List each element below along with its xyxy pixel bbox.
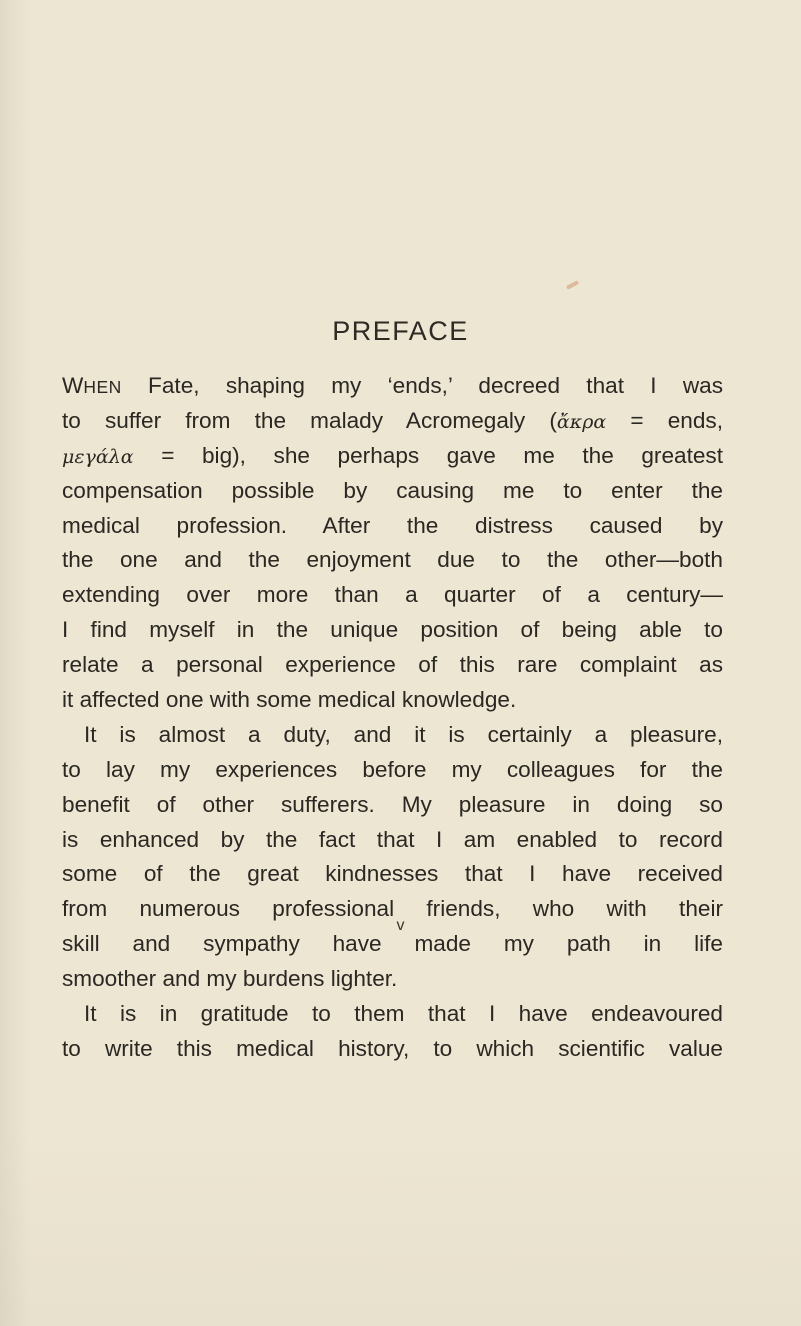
- text-line: [62, 404, 723, 439]
- text-line: [62, 439, 723, 474]
- text-line: [62, 369, 723, 404]
- small-caps-word: HEN: [83, 377, 122, 397]
- text-line: benefit of other sufferers. My pleasure in doing so: [62, 791, 723, 817]
- text-line: I find myself in the unique position of being able to: [62, 617, 723, 643]
- greek-word: μεγάλα: [62, 445, 134, 468]
- text-line: it affected one with some medical knowledge.: [62, 687, 517, 713]
- text-line: skill and sympathy have made my path in life: [62, 931, 723, 957]
- text-line: to lay my experiences before my colleagues for the: [62, 756, 723, 782]
- text-line: extending over more than a quarter of a century—: [62, 582, 723, 608]
- preface-body: [62, 369, 723, 1067]
- text-line: medical profession. After the distress caused by: [62, 512, 723, 538]
- text-line: It is almost a duty, and it is certainly a pleasure,: [84, 721, 723, 747]
- page-number: v: [396, 917, 405, 934]
- text-line: from numerous professional friends, who with their: [62, 896, 723, 922]
- text-line: smoother and my burdens lighter.: [62, 966, 398, 992]
- text-line: compensation possible by causing me to enter the: [62, 477, 723, 503]
- drop-initial: W: [62, 373, 84, 398]
- line-text: Fate, shaping my ‘ends,’ decreed that I was: [121, 373, 723, 398]
- line-text: to suffer from the malady Acromegaly (: [62, 407, 557, 433]
- text-line: relate a personal experience of this rare complaint as: [62, 652, 723, 678]
- text-line: the one and the enjoyment due to the other—both: [62, 547, 723, 573]
- text-line: to write this medical history, to which scientific value: [62, 1035, 723, 1061]
- page-title: PREFACE: [332, 316, 469, 346]
- text-line: is enhanced by the fact that I am enabled to record: [62, 826, 723, 852]
- text-line: some of the great kindnesses that I have received: [62, 861, 723, 887]
- text-line: It is in gratitude to them that I have endeavoured: [84, 1001, 723, 1027]
- line-text: = big), she perhaps gave me the greatest: [133, 442, 723, 468]
- greek-word: ἄκρα: [556, 410, 607, 433]
- line-text: = ends,: [606, 407, 723, 433]
- ink-mark: [566, 280, 579, 290]
